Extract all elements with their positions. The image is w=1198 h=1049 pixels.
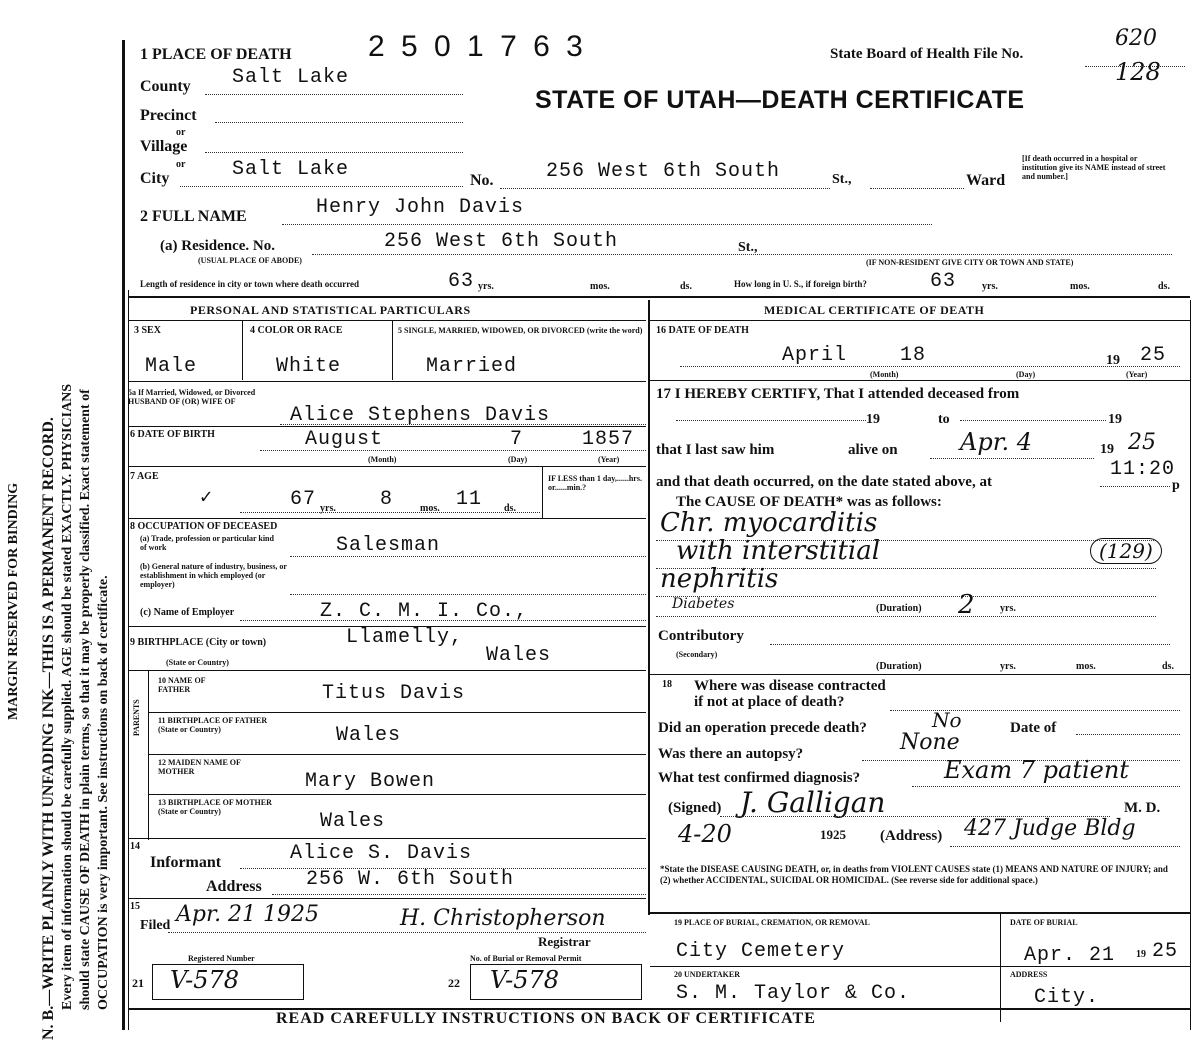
length-ds-label: ds. xyxy=(680,281,692,292)
undertaker-name: S. M. Taylor & Co. xyxy=(676,982,911,1005)
center-divider xyxy=(648,300,650,915)
mother-name: Mary Bowen xyxy=(305,770,436,793)
file-number-line xyxy=(1085,66,1185,67)
duration2-mos: mos. xyxy=(1076,661,1096,672)
age-divider xyxy=(542,466,543,518)
instructions-line-1: Every item of information should be carefully supplied. AGE should be stated EXACTLY. PHYSICIANS xyxy=(60,383,75,1010)
nonresident-note: (IF NON-RESIDENT GIVE CITY OR TOWN AND STATE) xyxy=(866,258,1074,267)
informant-address-line xyxy=(272,894,646,895)
registered-number: V-578 xyxy=(170,966,240,994)
registered-number-label: Registered Number xyxy=(188,954,255,963)
father-birthplace: Wales xyxy=(336,724,402,747)
medical-rule-1 xyxy=(650,380,1190,381)
filed-date: Apr. 21 1925 xyxy=(176,902,320,927)
residence-label: (a) Residence. No. xyxy=(160,238,275,254)
length-mos-label: mos. xyxy=(590,281,610,292)
how-long-yrs-label: yrs. xyxy=(982,281,998,292)
row-rule-2 xyxy=(128,426,646,427)
occupation-label: 8 OCCUPATION OF DECEASED xyxy=(130,521,278,532)
sex-divider xyxy=(242,320,243,380)
full-name-value: Henry John Davis xyxy=(316,196,525,219)
row-rule-4 xyxy=(128,518,646,519)
certify-from-19: 19 xyxy=(866,412,880,427)
cause-line-2: with interstitial xyxy=(676,536,881,566)
burial-rule xyxy=(650,966,1190,967)
full-name-label: 2 FULL NAME xyxy=(140,208,247,225)
how-long-us-label: How long in U. S., if foreign birth? xyxy=(734,279,867,289)
dob-year-sub: (Year) xyxy=(598,455,620,464)
signature-date: 4-20 xyxy=(678,820,732,848)
residence-value: 256 West 6th South xyxy=(384,230,619,253)
color-value: White xyxy=(276,355,342,378)
signed-label: (Signed) xyxy=(668,800,722,816)
row-rule-7 xyxy=(128,898,646,899)
instructions-line-2: should state CAUSE OF DEATH in plain terms, so that it may be properly classified. Exact statement of xyxy=(78,389,93,1010)
death-year-sub: (Year) xyxy=(1126,370,1148,379)
occupation-line xyxy=(290,556,646,557)
informant-address: 256 W. 6th South xyxy=(306,868,515,891)
item-18-number: 18 xyxy=(662,679,672,690)
footer-instructions: READ CAREFULLY INSTRUCTIONS ON BACK OF CERTIFICATE xyxy=(276,1010,816,1027)
mother-bp-rule xyxy=(128,838,646,839)
how-long-us-value: 63 xyxy=(930,270,957,293)
parents-divider xyxy=(148,670,149,840)
age-check: ✓ xyxy=(200,487,214,510)
birthplace-sublabel: (State or Country) xyxy=(166,658,229,667)
physician-address-label: (Address) xyxy=(880,828,943,844)
county-label: County xyxy=(140,78,191,95)
undertaker-label: 20 UNDERTAKER xyxy=(674,970,741,979)
informant-value: Alice S. Davis xyxy=(290,842,473,865)
length-of-residence-value: 63 xyxy=(448,270,475,293)
village-line xyxy=(205,152,463,153)
right-border xyxy=(1190,300,1191,1030)
residence-st-label: St., xyxy=(738,240,758,255)
dob-label: 6 DATE OF BIRTH xyxy=(130,429,215,440)
test-answer: Exam 7 patient xyxy=(944,756,1129,784)
dob-line xyxy=(260,450,646,451)
marital-label: 5 SINGLE, MARRIED, WIDOWED, OR DIVORCED (write the word) xyxy=(398,326,643,335)
dob-day: 7 xyxy=(510,428,524,451)
informant-address-label: Address xyxy=(206,878,262,895)
duration-value: 2 xyxy=(958,590,975,620)
operation-label: Did an operation precede death? xyxy=(658,720,867,736)
dob-day-sub: (Day) xyxy=(508,455,528,464)
death-day: 18 xyxy=(900,344,927,367)
certificate-number: 2 5 0 1 7 6 3 xyxy=(368,30,587,63)
undertaker-address-label: ADDRESS xyxy=(1010,970,1048,979)
father-bp-rule xyxy=(148,754,646,755)
duration2-yrs: yrs. xyxy=(1000,661,1016,672)
autopsy-label: Was there an autopsy? xyxy=(658,746,804,762)
sex-value: Male xyxy=(145,355,198,378)
city-value: Salt Lake xyxy=(232,158,350,181)
death-time-pm: p xyxy=(1172,478,1180,493)
item-22-number: 22 xyxy=(448,976,460,990)
contributory-line xyxy=(770,644,1170,645)
occupation-b-label: (b) General nature of industry, business, or establishment in which employed (or employer) xyxy=(140,562,287,589)
street-no-label: No. xyxy=(470,172,494,189)
burial-permit-label: No. of Burial or Removal Permit xyxy=(470,954,582,963)
spouse-line xyxy=(280,424,646,425)
death-month: April xyxy=(782,344,848,367)
informant-label: Informant xyxy=(150,854,222,871)
village-label: Village xyxy=(140,138,188,155)
mother-birthplace: Wales xyxy=(320,810,386,833)
filed-line xyxy=(168,932,646,933)
personal-heading: PERSONAL AND STATISTICAL PARTICULARS xyxy=(190,303,471,317)
death-time-line xyxy=(1100,486,1170,487)
length-of-residence-label: Length of residence in city or town where death occurred xyxy=(140,279,360,289)
death-year: 25 xyxy=(1140,344,1167,367)
spouse-value: Alice Stephens Davis xyxy=(290,404,551,427)
test-label: What test confirmed diagnosis? xyxy=(658,770,861,786)
row-rule-6 xyxy=(128,670,646,671)
place-of-death-label: 1 PLACE OF DEATH xyxy=(140,46,292,63)
test-line xyxy=(912,786,1180,787)
secondary-label: (Secondary) xyxy=(676,650,718,659)
marital-value: Married xyxy=(426,355,518,378)
autopsy-answer: None xyxy=(900,730,960,755)
mother-rule xyxy=(148,794,646,795)
physician-address: 427 Judge Bldg xyxy=(964,816,1136,841)
duration-yrs: yrs. xyxy=(1000,603,1016,614)
age-years: 67 xyxy=(290,488,317,511)
birthplace-country: Wales xyxy=(486,644,552,667)
ward-line xyxy=(870,188,964,189)
medical-heading: MEDICAL CERTIFICATE OF DEATH xyxy=(764,303,985,317)
sex-label: 3 SEX xyxy=(134,325,161,336)
birthplace-label: 9 BIRTHPLACE (City or town) xyxy=(130,637,267,648)
operation-date-label: Date of xyxy=(1010,720,1057,736)
death-time: 11:20 xyxy=(1110,458,1176,481)
burial-date: Apr. 21 xyxy=(1024,944,1116,967)
contributory-label: Contributory xyxy=(658,628,744,644)
date-of-death-label: 16 DATE OF DEATH xyxy=(656,325,749,336)
contracted-label-2: if not at place of death? xyxy=(694,694,845,710)
age-line xyxy=(240,512,540,513)
medical-heading-rule xyxy=(650,320,1190,321)
burial-place-label: 19 PLACE OF BURIAL, CREMATION, OR REMOVAL xyxy=(674,918,870,927)
certify-statement: 17 I HEREBY CERTIFY, That I attended deceased from xyxy=(656,386,1020,402)
instructions-line-3: OCCUPATION is very important. See instructions on back of certificate. xyxy=(96,575,111,1010)
death-day-sub: (Day) xyxy=(1016,370,1036,379)
full-name-line xyxy=(282,224,932,225)
cause-line-3: nephritis xyxy=(660,564,779,594)
burial-permit-number: V-578 xyxy=(490,966,560,994)
last-saw-19: 19 xyxy=(1100,442,1114,457)
birthplace-city: Llamelly, xyxy=(346,626,464,649)
death-occurred-label: and that death occurred, on the date stated above, at xyxy=(656,474,992,490)
item-14-number: 14 xyxy=(130,841,140,852)
color-label: 4 COLOR OR RACE xyxy=(250,325,343,336)
medical-rule-3 xyxy=(650,912,1190,914)
row-rule-3 xyxy=(128,466,646,467)
employer-label: (c) Name of Employer xyxy=(140,607,235,618)
last-saw-line xyxy=(930,458,1094,459)
burial-year: 25 xyxy=(1152,940,1179,963)
permanent-record-notice: N. B.—WRITE PLAINLY WITH UNFADING INK—THIS IS A PERMANENT RECORD. xyxy=(40,417,57,1040)
occupation-b-line xyxy=(290,594,646,595)
death-month-sub: (Month) xyxy=(870,370,899,379)
file-number: 620 xyxy=(1115,26,1157,51)
precinct-line xyxy=(215,122,463,123)
certificate-title: STATE OF UTAH—DEATH CERTIFICATE xyxy=(535,86,1025,114)
file-number-secondary: 128 xyxy=(1115,58,1161,86)
physician-address-line xyxy=(950,846,1180,847)
filed-label: Filed xyxy=(140,918,171,933)
undertaker-address: City. xyxy=(1034,986,1100,1009)
street-value: 256 West 6th South xyxy=(546,160,781,183)
left-border xyxy=(122,40,125,1030)
binding-margin-text: MARGIN RESERVED FOR BINDING xyxy=(6,482,21,720)
burial-date-label: DATE OF BURIAL xyxy=(1010,918,1078,927)
dob-year: 1857 xyxy=(582,428,635,451)
or-label-1: or xyxy=(176,127,186,138)
operation-answer: No xyxy=(932,708,962,732)
mother-birthplace-label: 13 BIRTHPLACE OF MOTHER (State or Country) xyxy=(158,798,272,816)
cause-instructions-note: *State the DISEASE CAUSING DEATH, or, in deaths from VIOLENT CAUSES state (1) MEANS AND NATURE OF INJURY; and (2) whether ACCIDENTAL, SUICIDAL OR HOMICIDAL. (See reverse side for additional space.) xyxy=(660,864,1168,885)
spouse-label: 5a If Married, Widowed, or Divorced HUSBAND OF (OR) WIFE OF xyxy=(128,388,256,406)
occupation-value: Salesman xyxy=(336,534,441,557)
burial-place: City Cemetery xyxy=(676,940,846,963)
father-name: Titus Davis xyxy=(322,682,466,705)
certify-to: to xyxy=(938,412,950,427)
item-15-number: 15 xyxy=(130,901,140,912)
occupation-a-label: (a) Trade, profession or particular kind of work xyxy=(140,534,274,552)
parents-label: PARENTS xyxy=(132,699,141,736)
county-line xyxy=(205,94,463,95)
age-label: 7 AGE xyxy=(130,471,159,482)
duration2-ds: ds. xyxy=(1162,661,1174,672)
age-months: 8 xyxy=(380,488,394,511)
dob-month: August xyxy=(305,428,384,451)
city-label: City xyxy=(140,170,170,187)
or-label-2: or xyxy=(176,159,186,170)
cause-prior-condition: Diabetes xyxy=(672,596,735,612)
physician-signature: J. Galligan xyxy=(740,786,886,819)
ward-note: [If death occurred in a hospital or institution give its NAME instead of street and number.] xyxy=(1022,154,1166,181)
color-divider xyxy=(392,320,393,380)
duration2-label: (Duration) xyxy=(876,661,922,672)
burial-divider xyxy=(1000,912,1001,1022)
contracted-label: Where was disease contracted xyxy=(694,678,886,694)
county-value: Salt Lake xyxy=(232,66,350,89)
duration-label: (Duration) xyxy=(876,603,922,614)
personal-heading-rule xyxy=(128,320,646,321)
section-top-rule xyxy=(128,296,1190,298)
dob-month-sub: (Month) xyxy=(368,455,397,464)
last-saw-label: that I last saw him xyxy=(656,442,775,458)
cause-line-1: Chr. myocarditis xyxy=(660,508,878,538)
death-date-line xyxy=(680,366,1180,367)
how-long-ds-label: ds. xyxy=(1158,281,1170,292)
signature-year: 1925 xyxy=(820,827,846,842)
cause-of-death-label: The CAUSE OF DEATH* was as follows: xyxy=(676,494,942,510)
precinct-label: Precinct xyxy=(140,107,197,124)
registrar-label: Registrar xyxy=(538,934,591,949)
item-21-number: 21 xyxy=(132,976,144,990)
certify-to-line xyxy=(960,420,1106,421)
father-birthplace-label: 11 BIRTHPLACE OF FATHER (State or Country) xyxy=(158,716,268,734)
age-yrs-label: yrs. xyxy=(320,503,336,514)
how-long-mos-label: mos. xyxy=(1070,281,1090,292)
operation-date-line xyxy=(1076,734,1180,735)
length-yrs-label: yrs. xyxy=(478,281,494,292)
residence-sublabel: (USUAL PLACE OF ABODE) xyxy=(198,256,302,265)
mother-name-label: 12 MAIDEN NAME OF MOTHER xyxy=(158,758,241,776)
medical-rule-2 xyxy=(650,674,1190,675)
street-line xyxy=(500,188,830,189)
street-st-label: St., xyxy=(832,172,852,187)
duration-rule xyxy=(656,616,1156,617)
employer-value: Z. C. M. I. Co., xyxy=(320,600,529,623)
father-name-label: 10 NAME OF FATHER xyxy=(158,676,206,694)
row-rule-1 xyxy=(128,381,646,382)
last-saw-alive: alive on xyxy=(848,442,898,458)
md-label: M. D. xyxy=(1124,800,1161,816)
last-saw-date: Apr. 4 xyxy=(960,428,1033,456)
burial-year-prefix: 19 xyxy=(1136,949,1146,960)
residence-line xyxy=(312,254,1172,255)
age-ds-label: ds. xyxy=(504,503,516,514)
age-days: 11 xyxy=(456,488,483,511)
death-year-prefix: 19 xyxy=(1106,353,1120,368)
city-line xyxy=(180,186,463,187)
registrar-signature: H. Christopherson xyxy=(400,906,606,931)
last-saw-year: 25 xyxy=(1128,430,1156,455)
father-rule xyxy=(148,712,646,713)
certify-from-line xyxy=(676,420,866,421)
less-than-day: IF LESS than 1 day,......hrs. or......min.? xyxy=(548,474,642,492)
age-mos-label: mos. xyxy=(420,503,440,514)
cause-code: (129) xyxy=(1090,538,1162,564)
file-number-label: State Board of Health File No. xyxy=(830,46,1024,62)
employer-line xyxy=(240,620,646,621)
certify-to-19: 19 xyxy=(1108,412,1122,427)
ward-label: Ward xyxy=(966,172,1006,189)
